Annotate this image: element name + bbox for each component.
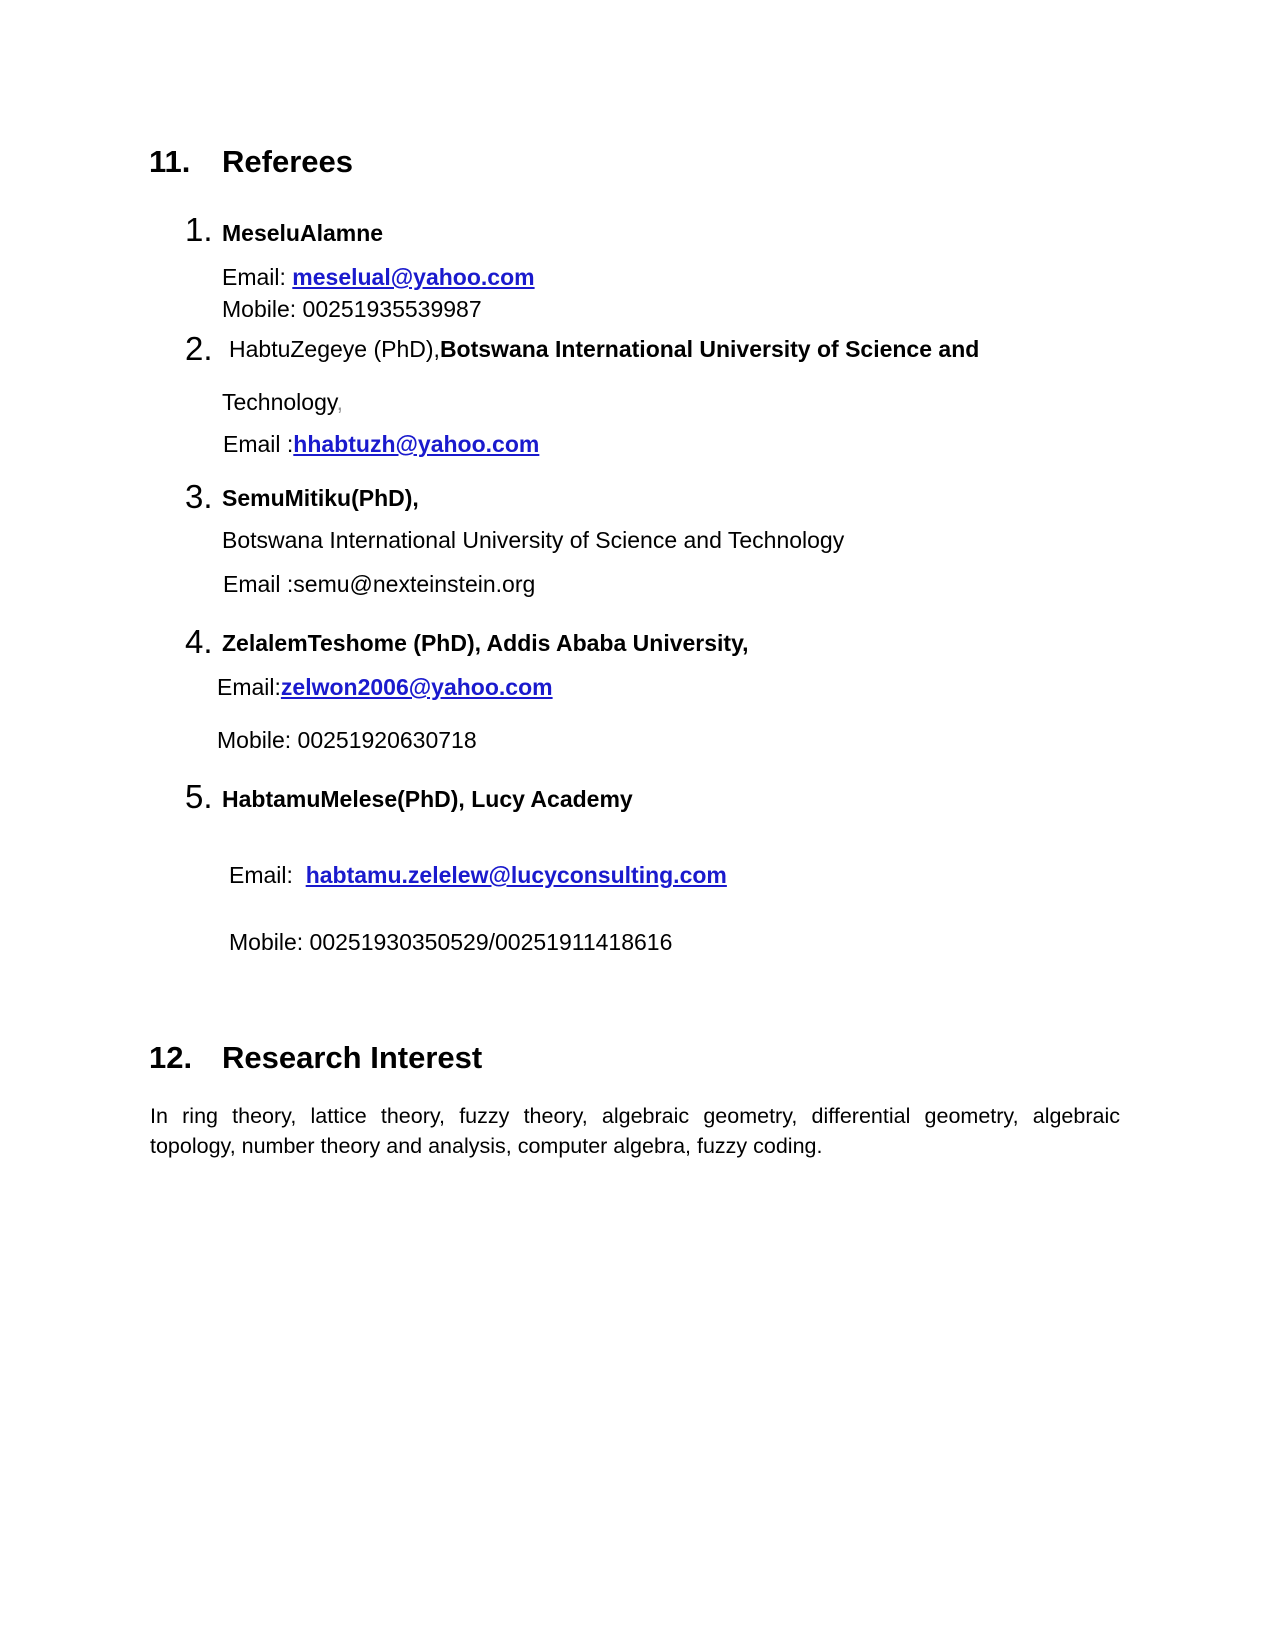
- list-number: 2.: [185, 330, 213, 367]
- referee-email-line: [223, 431, 539, 458]
- referee-mobile: Mobile: 00251920630718: [217, 727, 477, 753]
- email-link[interactable]: meselual@yahoo.com: [292, 264, 535, 290]
- section-number: 12.: [149, 1040, 193, 1075]
- list-number: 1.: [185, 211, 213, 248]
- referee-name: ZelalemTeshome (PhD), Addis Ababa University,: [222, 630, 749, 656]
- referee-name: SemuMitiku(PhD),: [222, 485, 419, 511]
- email-label: Email :: [223, 431, 294, 457]
- referee-name: HabtuZegeye (PhD),: [229, 336, 440, 362]
- referee-affiliation: Botswana International University of Science and: [439, 336, 980, 362]
- section-title: Research Interest: [222, 1040, 483, 1075]
- email-link[interactable]: hhabtuzh@yahoo.com: [293, 431, 540, 457]
- list-number: 5.: [185, 778, 213, 815]
- section-title: Referees: [222, 144, 353, 179]
- referee-affiliation: Botswana International University of Science and Technology: [222, 527, 845, 553]
- list-number: 4.: [185, 623, 213, 660]
- referee-email-line: [217, 674, 553, 701]
- referee-name: MeseluAlamne: [222, 220, 384, 246]
- email-link[interactable]: zelwon2006@yahoo.com: [280, 674, 553, 700]
- email-label: Email:: [229, 862, 306, 888]
- research-interest-text: In ring theory, lattice theory, fuzzy theory, algebraic geometry, differential geometry, algebraic topology, number theory and analysis, computer algebra, fuzzy coding.: [150, 1104, 1120, 1158]
- referee-email-line: [229, 862, 727, 889]
- referee-mobile: Mobile: 00251930350529/00251911418616: [229, 929, 673, 955]
- referee-email-line: [222, 264, 535, 291]
- referee-name-line: [229, 336, 979, 363]
- referee-affiliation-cont: Technology,: [222, 389, 344, 415]
- section-number: 11.: [149, 144, 191, 179]
- referee-email-line: Email :semu@nexteinstein.org: [223, 571, 536, 597]
- email-link[interactable]: habtamu.zelelew@lucyconsulting.com: [305, 862, 727, 888]
- email-label: Email:: [217, 674, 281, 700]
- referee-name: HabtamuMelese(PhD), Lucy Academy: [222, 786, 633, 812]
- email-label: Email:: [222, 264, 293, 290]
- referee-mobile: Mobile: 00251935539987: [222, 296, 482, 322]
- list-number: 3.: [185, 478, 213, 515]
